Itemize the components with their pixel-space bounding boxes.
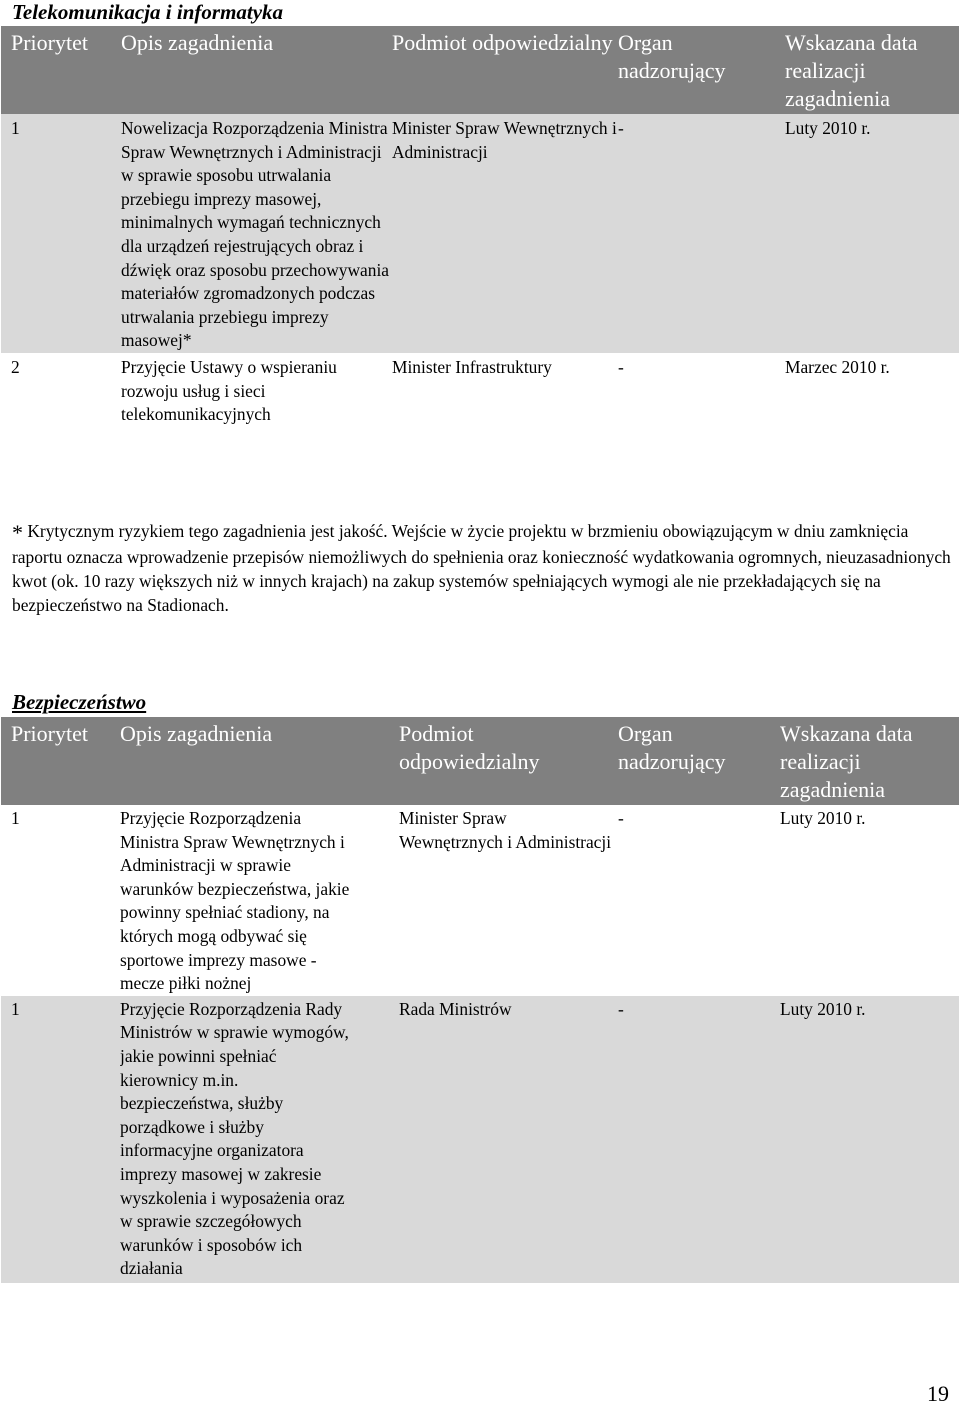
cell-supervisor: -: [613, 805, 779, 996]
table-header-row: [1, 717, 959, 805]
table-row: [1, 996, 959, 1283]
cell-supervisor: -: [613, 996, 779, 1283]
security-table: [1, 717, 959, 1283]
cell-responsible: Minister Spraw Wewnętrznych i Administracji: [392, 114, 618, 353]
header-date: Wskazana data realizacji zagadnienia: [785, 26, 959, 114]
table-row: [1, 353, 959, 427]
section-title-security: Bezpieczeństwo: [12, 690, 147, 714]
table-row: [1, 114, 959, 353]
section-title-telecom: Telekomunikacja i informatyka: [12, 0, 284, 24]
cell-description: Przyjęcie Rozporządzenia Rady Ministrów w sprawie wymogów, jakie powinni spełniać kierownicy m.in. bezpieczeństwa, służby porządkowe i służby informacyjne organizatora imprezy masowej w zakresie wyszkolenia i wyposażenia oraz w sprawie szczegółowych warunków i sposobów ich działania: [120, 996, 394, 1283]
header-supervisor: Organ nadzorujący: [613, 717, 779, 805]
footnote-text: Krytycznym ryzykiem tego zagadnienia jest jakość. Wejście w życie projektu w brzmieniu obowiązującym w dniu zamknięcia raportu oznacza wprowadzenie przepisów niemożliwych do spełnienia oraz konieczność wydatkowania ogromnych, nieuzasadnionych kwot (ok. 10 razy większych niż w innych krajach) na zakup systemów spełniających wymogi ale nie przekładających się na bezpieczeństwo na Stadionach.: [12, 521, 951, 615]
cell-supervisor: -: [618, 353, 785, 427]
cell-date: Luty 2010 r.: [779, 996, 959, 1283]
table-row: [1, 805, 959, 996]
cell-supervisor: -: [618, 114, 785, 353]
cell-date: Marzec 2010 r.: [785, 353, 959, 427]
header-responsible: Podmiot odpowiedzialny: [392, 26, 618, 114]
header-priority: Priorytet: [1, 717, 120, 805]
header-date: Wskazana data realizacji zagadnienia: [779, 717, 959, 805]
cell-responsible: Rada Ministrów: [394, 996, 613, 1283]
telecom-table: [1, 26, 959, 427]
cell-description: Nowelizacja Rozporządzenia Ministra Spraw Wewnętrznych i Administracji w sprawie sposobu utrwalania przebiegu imprezy masowej, minimalnych wymagań technicznych dla urządzeń rejestrujących obraz i dźwięk oraz sposobu przechowywania materiałów zgromadzonych podczas utrwalania przebiegu imprezy masowej*: [119, 114, 392, 353]
cell-description: Przyjęcie Rozporządzenia Ministra Spraw Wewnętrznych i Administracji w sprawie warunków bezpieczeństwa, jakie powinny spełniać stadiony, na których mogą odbywać się sportowe imprezy masowe - mecze piłki nożnej: [120, 805, 394, 996]
footnote-marker: *: [12, 520, 23, 545]
cell-priority: 2: [1, 353, 119, 427]
cell-description: Przyjęcie Ustawy o wspieraniu rozwoju usług i sieci telekomunikacyjnych: [119, 353, 392, 427]
cell-priority: 1: [1, 805, 120, 996]
cell-date: Luty 2010 r.: [785, 114, 959, 353]
cell-priority: 1: [1, 114, 119, 353]
header-supervisor: Organ nadzorujący: [618, 26, 785, 114]
footnote: [12, 519, 956, 617]
cell-responsible: Minister Spraw Wewnętrznych i Administracji: [394, 805, 613, 996]
page-number: 19: [927, 1381, 949, 1406]
cell-responsible: Minister Infrastruktury: [392, 353, 618, 427]
cell-date: Luty 2010 r.: [779, 805, 959, 996]
header-description: Opis zagadnienia: [119, 26, 392, 114]
header-description: Opis zagadnienia: [120, 717, 394, 805]
table-header-row: [1, 26, 959, 114]
header-priority: Priorytet: [1, 26, 119, 114]
header-responsible: Podmiot odpowiedzialny: [394, 717, 613, 805]
cell-priority: 1: [1, 996, 120, 1283]
